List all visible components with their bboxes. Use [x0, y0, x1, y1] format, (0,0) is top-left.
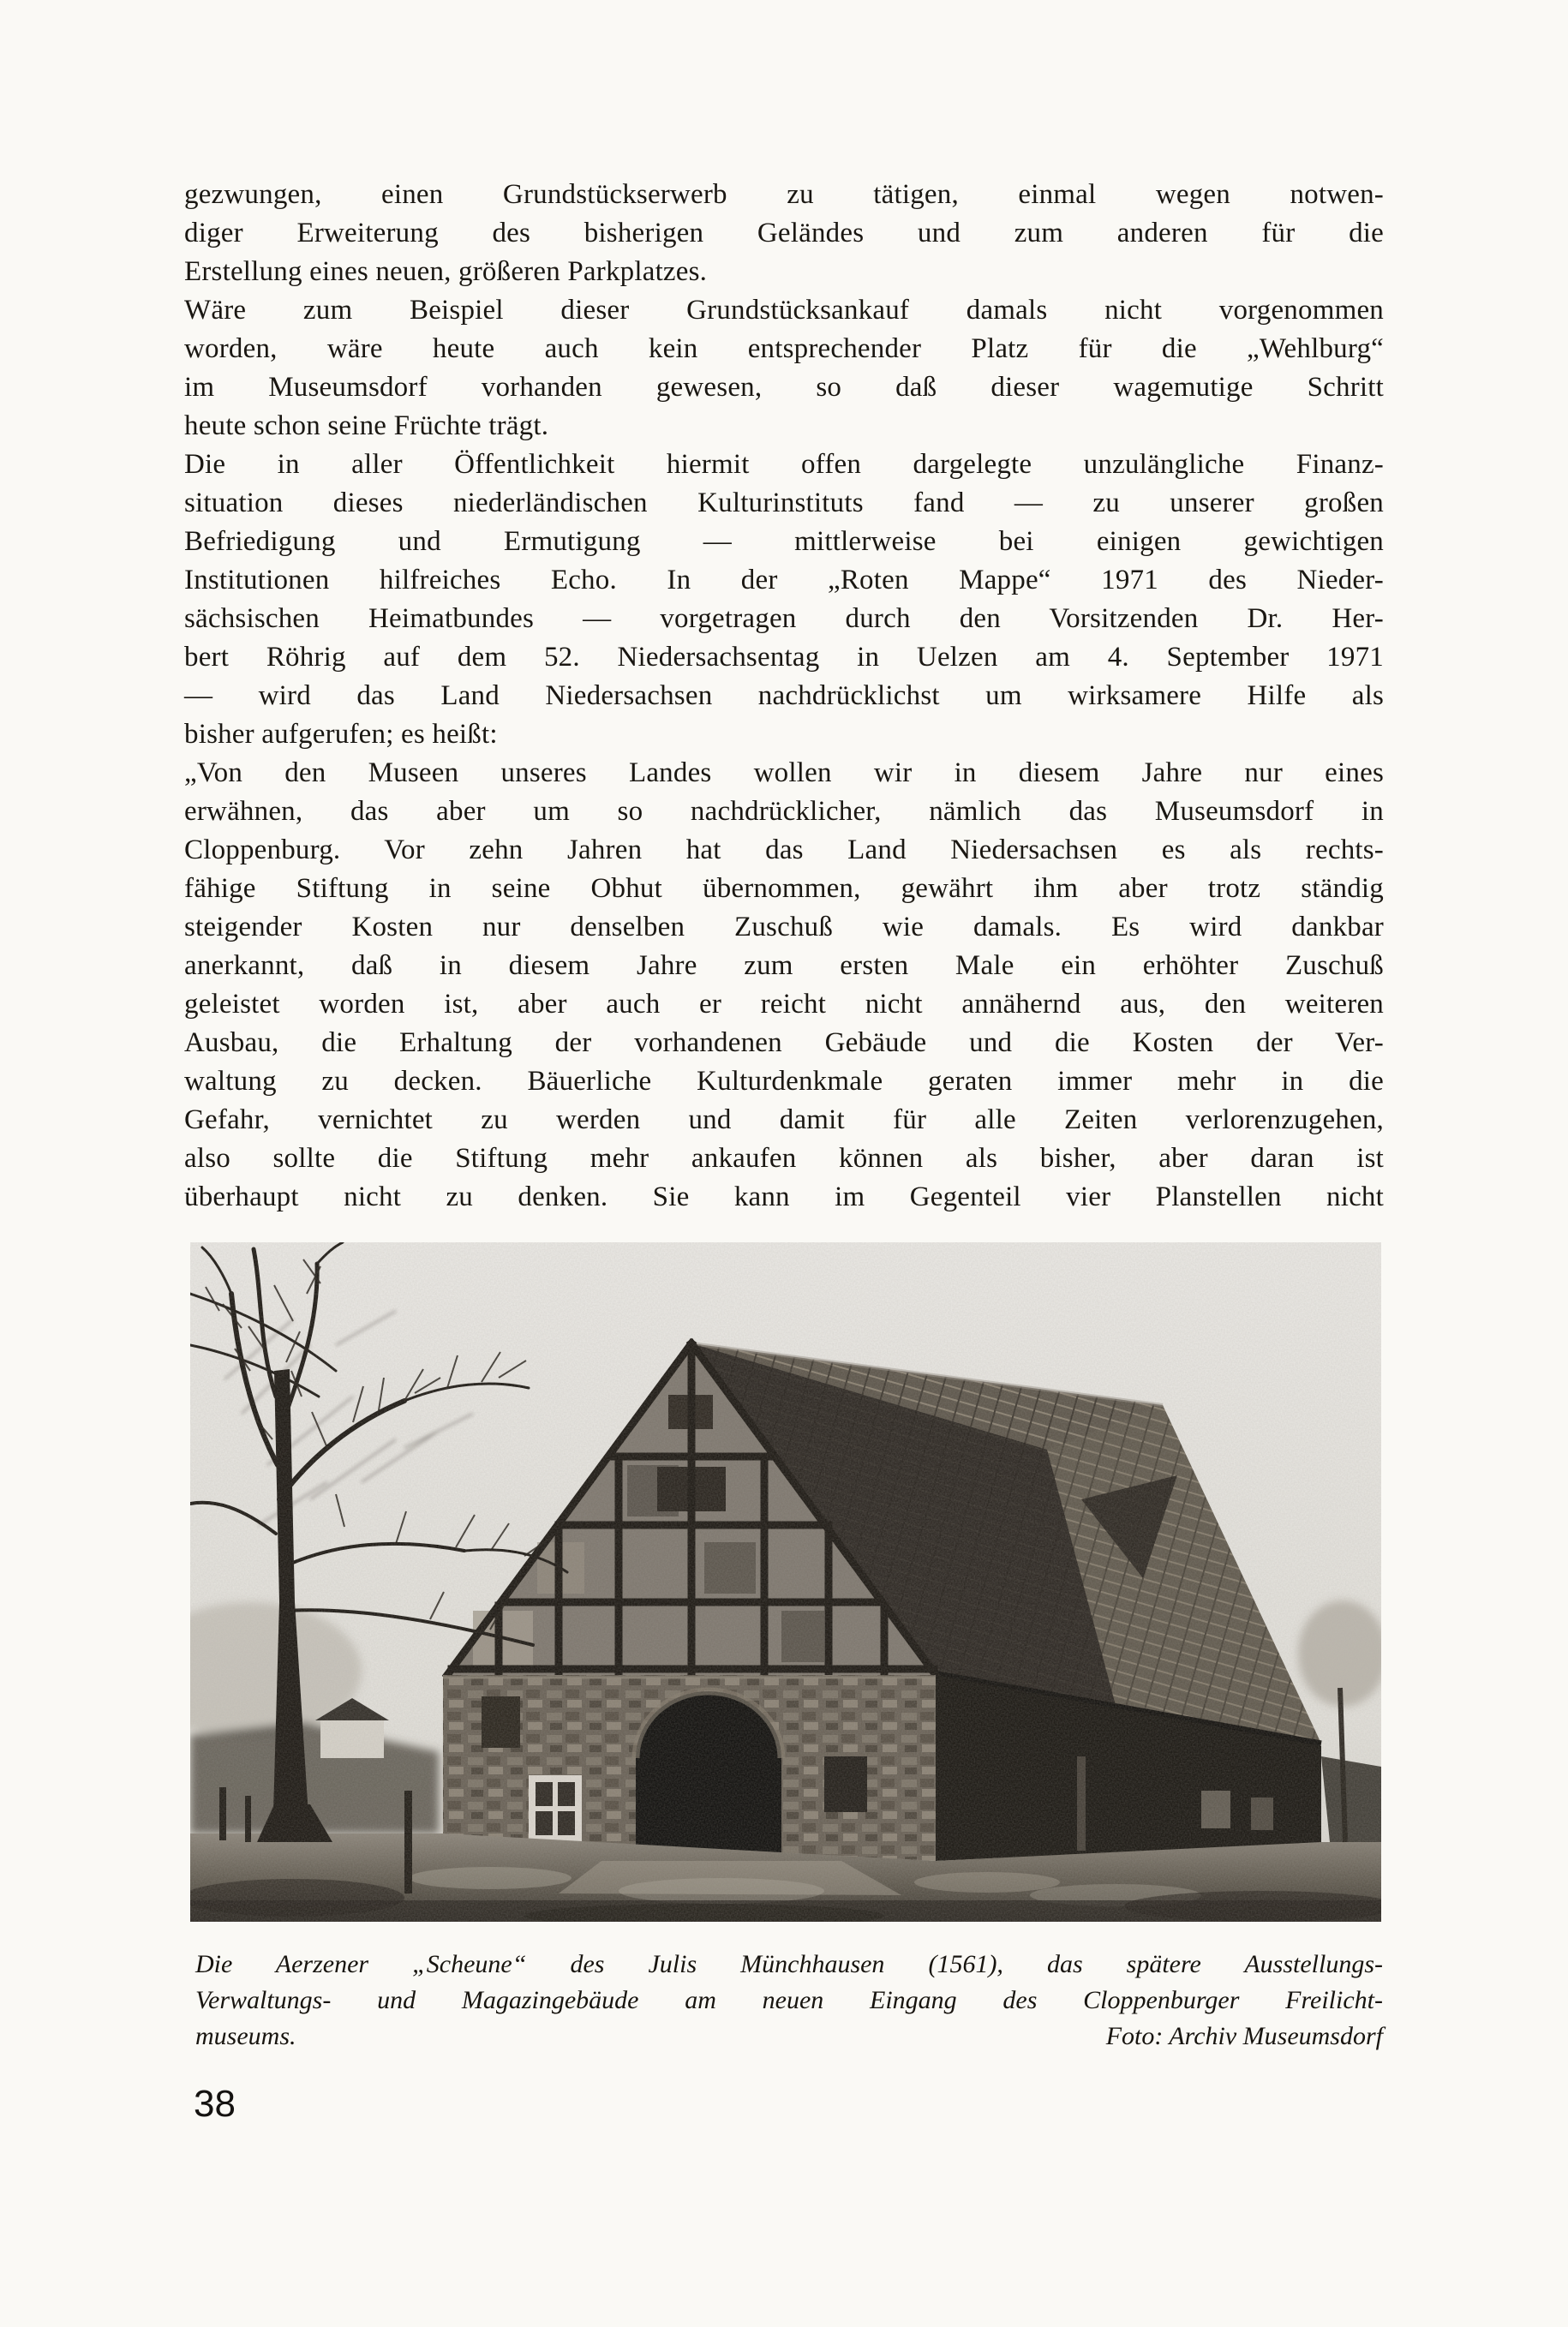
- body-line: geleistet worden ist, aber auch er reicht nicht annähernd aus, den weiteren: [184, 989, 1384, 1020]
- body-line: situation dieses niederländischen Kulturinstituts fand — zu unserer großen: [184, 488, 1384, 518]
- caption-lines: [195, 1947, 1383, 2019]
- body-line: anerkannt, daß in diesem Jahre zum ersten Male ein erhöhter Zuschuß: [184, 950, 1384, 981]
- body-line: bert Röhrig auf dem 52. Niedersachsentag in Uelzen am 4. September 1971: [184, 642, 1384, 673]
- caption-line: Die Aerzener „Scheune“ des Julis Münchhausen (1561), das spätere Ausstellungs-: [195, 1950, 1383, 1978]
- body-line: Ausbau, die Erhaltung der vorhandenen Gebäude und die Kosten der Ver-: [184, 1027, 1384, 1058]
- body-line: worden, wäre heute auch kein entsprechender Platz für die „Wehlburg“: [184, 333, 1384, 364]
- body-line: Die in aller Öffentlichkeit hiermit offen dargelegte unzulängliche Finanz-: [184, 449, 1384, 480]
- photo-grain: [190, 1242, 1381, 1922]
- body-line: waltung zu decken. Bäuerliche Kulturdenkmale geraten immer mehr in die: [184, 1066, 1384, 1097]
- body-line: überhaupt nicht zu denken. Sie kann im Gegenteil vier Planstellen nicht: [184, 1181, 1384, 1212]
- body-line: Cloppenburg. Vor zehn Jahren hat das Land Niedersachsen es als rechts-: [184, 834, 1384, 865]
- body-line: diger Erweiterung des bisherigen Geländes und zum anderen für die: [184, 218, 1384, 248]
- barn-photo-illustration: [190, 1242, 1381, 1922]
- body-line: „Von den Museen unseres Landes wollen wir in diesem Jahre nur eines: [184, 757, 1384, 788]
- page-number: 38: [194, 2083, 236, 2125]
- body-line: steigender Kosten nur denselben Zuschuß wie damals. Es wird dankbar: [184, 912, 1384, 942]
- body-line: erwähnen, das aber um so nachdrücklicher, nämlich das Museumsdorf in: [184, 796, 1384, 827]
- body-line: heute schon seine Früchte trägt.: [184, 410, 549, 441]
- body-text: [184, 176, 1384, 1217]
- body-line: Wäre zum Beispiel dieser Grundstücksankauf damals nicht vorgenommen: [184, 295, 1384, 326]
- body-line: Gefahr, vernichtet zu werden und damit für alle Zeiten verlorenzugehen,: [184, 1104, 1384, 1135]
- body-line: fähige Stiftung in seine Obhut übernommen, gewährt ihm aber trotz ständig: [184, 873, 1384, 904]
- caption-last-line: museums.: [195, 2022, 296, 2050]
- body-line: gezwungen, einen Grundstückserwerb zu tätigen, einmal wegen notwen-: [184, 179, 1384, 210]
- photo-caption: [195, 1947, 1383, 2055]
- body-line: im Museumsdorf vorhanden gewesen, so daß dieser wagemutige Schritt: [184, 372, 1384, 403]
- body-line: Befriedigung und Ermutigung — mittlerweise bei einigen gewichtigen: [184, 526, 1384, 557]
- body-line: sächsischen Heimatbundes — vorgetragen durch den Vorsitzenden Dr. Her-: [184, 603, 1384, 634]
- body-line: also sollte die Stiftung mehr ankaufen können als bisher, aber daran ist: [184, 1143, 1384, 1174]
- caption-credit: Foto: Archiv Museumsdorf: [1105, 2022, 1383, 2050]
- caption-line: Verwaltungs- und Magazingebäude am neuen Eingang des Cloppenburger Freilicht-: [195, 1986, 1383, 2014]
- body-line: bisher aufgerufen; es heißt:: [184, 719, 498, 750]
- body-line: — wird das Land Niedersachsen nachdrücklichst um wirksamere Hilfe als: [184, 680, 1384, 711]
- body-line: Institutionen hilfreiches Echo. In der „Roten Mappe“ 1971 des Nieder-: [184, 565, 1384, 595]
- body-line: Erstellung eines neuen, größeren Parkplatzes.: [184, 256, 708, 287]
- barn-photo: [190, 1242, 1381, 1922]
